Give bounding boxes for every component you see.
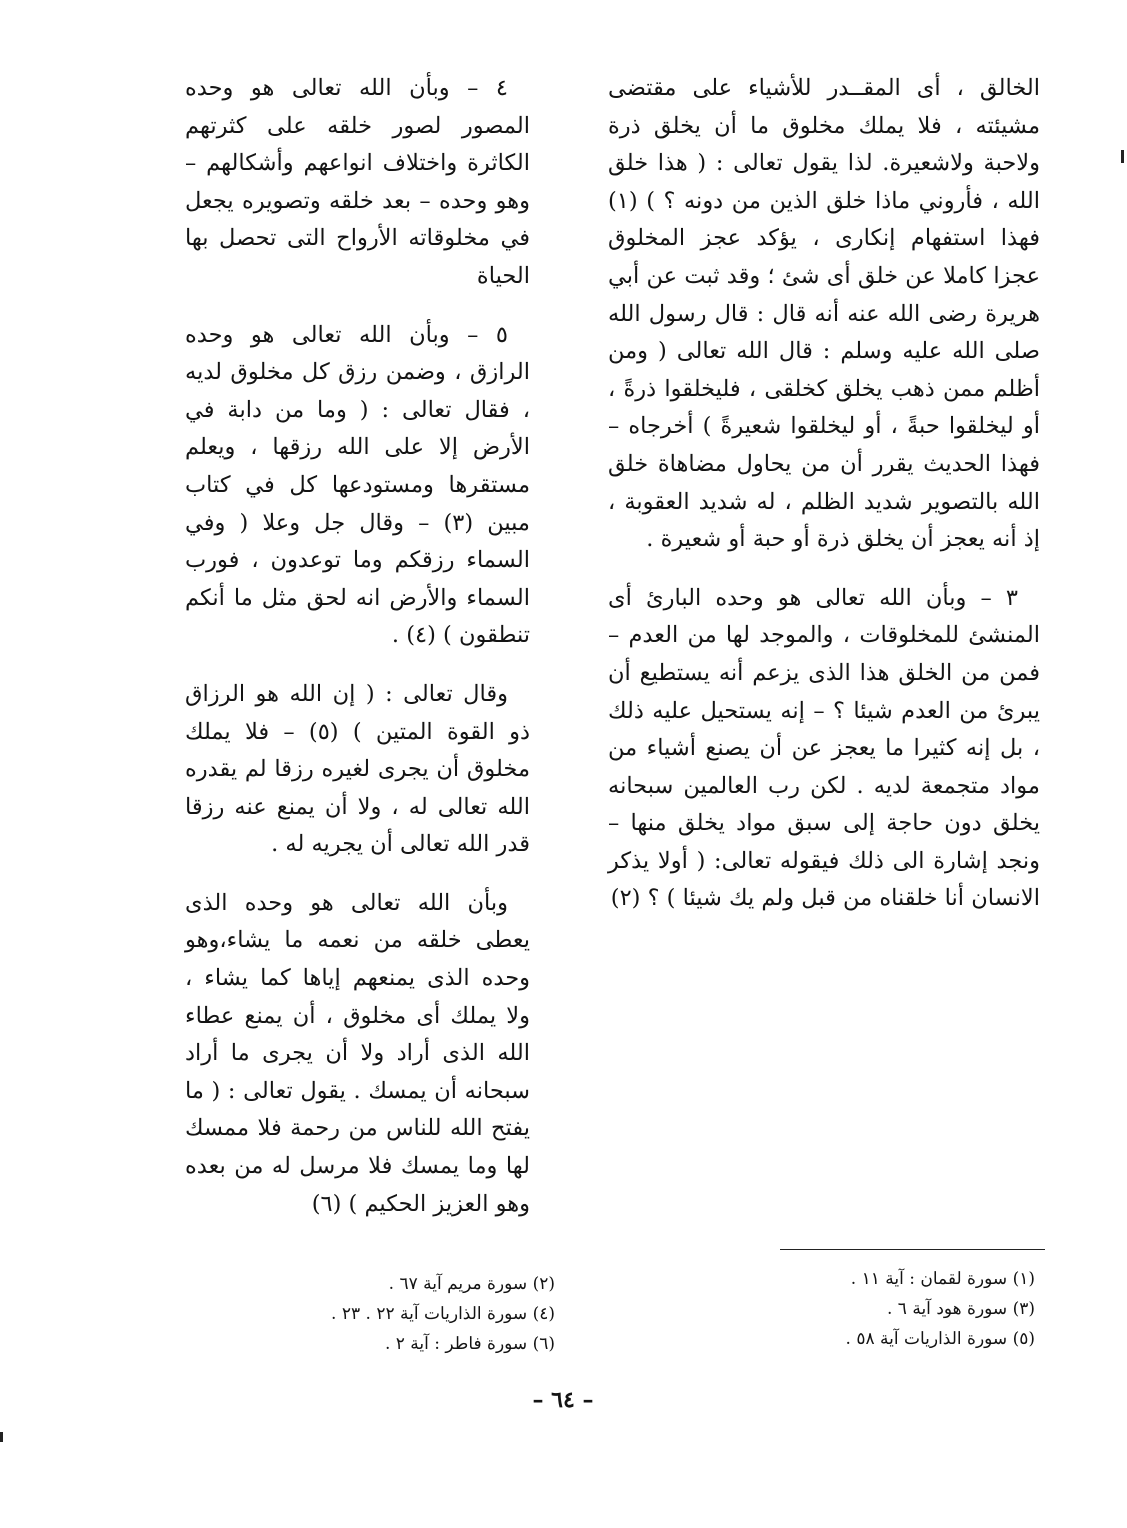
paragraph-creation: الخالق ، أى المقــدر للأشياء على مقتضى مشيئته ، فلا يملك مخلوق ما أن يخلق ذرة ولاحبة ولاشعيرة. لذا يقول تعالى : ( هذا خلق الله ، فأروني ماذا خلق الذين من دونه ؟ ) (١) فهذا استفهام إنكارى ، يؤكد عجز المخلوق عجزا كاملا عن خلق أى شئ ؛ وقد ثبت عن أبي هريرة رضى الله عنه أنه قال : قال رسول الله صلى الله عليه وسلم : قال الله تعالى ( ومن أظلم ممن ذهب يخلق كخلقى ، فليخلقوا ذرةً ، أو ليخلقوا حبةً ، أو ليخلقوا شعيرةً ) أخرجاه – فهذا الحديث يقرر أن من يحاول مضاهاة خلق الله بالتصوير شديد الظلم ، له شديد العقوبة ، إذ أنه يعجز أن يخلق ذرة أو حبة أو شعيرة . [608, 75, 1040, 553]
footnotes-left [240, 1269, 555, 1359]
scan-edge-mark [1121, 150, 1124, 163]
footnote-2: (٢) سورة مريم آية ٦٧ . [388, 1274, 555, 1294]
paragraph-provision: وقال تعالى : ( إن الله هو الرزاق ذو القوة المتين ) (٥) – فلا يملك مخلوق أن يجرى لغيره رزقا لم يقدره الله تعالى له ، ولا أن يمنع عنه رزقا قدر الله تعالى أن يجريه له . [185, 680, 530, 858]
right-text-column [608, 70, 1040, 939]
footnote-6: (٦) سورة فاطر : آية ٢ . [384, 1334, 555, 1354]
paragraph-ar-razzaq: ٥ – وبأن الله تعالى هو وحده الرازق ، وضمن رزق كل مخلوق لديه ، فقال تعالى : ( وما من دابة في الأرض إلا على الله رزقها ، ويعلم مستقرها ومستودعها كل في كتاب مبين (٣) – وقال جل وعلا ( وفي السماء رزقكم وما توعدون ، فورب السماء والأرض انه لحق مثل ما أنكم تنطقون ) (٤) . [185, 321, 530, 649]
footnote-1: (١) سورة لقمان : آية ١١ . [850, 1269, 1035, 1289]
paragraph-al-bari: ٣ – وبأن الله تعالى هو وحده البارئ أى المنشئ للمخلوقات ، والموجد لها من العدم – فمن من الخلق هذا الذى يزعم أنه يستطيع أن يبرئ من العدم شيئا ؟ – إنه يستحيل عليه ذلك ، بل إنه كثيرا ما يعجز عن أن يصنع أشياء من مواد متجمعة لديه . لكن رب العالمين سبحانه يخلق دون حاجة إلى سبق مواد يخلق منها – ونجد إشارة الى ذلك فيقوله تعالى: ( أولا يذكر الانسان أنا خلقناه من قبل ولم يك شيئا ) ؟ (٢) [608, 584, 1040, 912]
paragraph-giving: وبأن الله تعالى هو وحده الذى يعطى خلقه من نعمه ما يشاء،وهو وحده الذى يمنعهم إياها كما يشاء ، ولا يملك أى مخلوق ، أن يمنع عطاء الله الذى أراد ولا أن يجرى ما أراد سبحانه أن يمسك . يقول تعالى : ( ما يفتح الله للناس من رحمة فلا ممسك لها وما يمسك فلا مرسل له من بعده وهو العزيز الحكيم ) (٦) [185, 889, 530, 1217]
footnotes-right [700, 1264, 1035, 1354]
paragraph-al-musawwir: ٤ – وبأن الله تعالى هو وحده المصور لصور خلقه على كثرتهم الكاثرة واختلاف انواعهم وأشكالهم – وهو وحده – بعد خلقه وتصويره يجعل في مخلوقاته الأرواح التى تحصل بها الحياة [185, 75, 530, 289]
footnote-3: (٣) سورة هود آية ٦ . [886, 1299, 1035, 1319]
page-number: – ٦٤ – [532, 1387, 594, 1413]
footnote-divider [780, 1249, 1045, 1250]
left-text-column [185, 70, 530, 1244]
scan-edge-mark [0, 1432, 3, 1442]
footnote-4: (٤) سورة الذاريات آية ٢٢ . ٢٣ . [331, 1304, 555, 1324]
footnote-5: (٥) سورة الذاريات آية ٥٨ . [845, 1329, 1035, 1349]
